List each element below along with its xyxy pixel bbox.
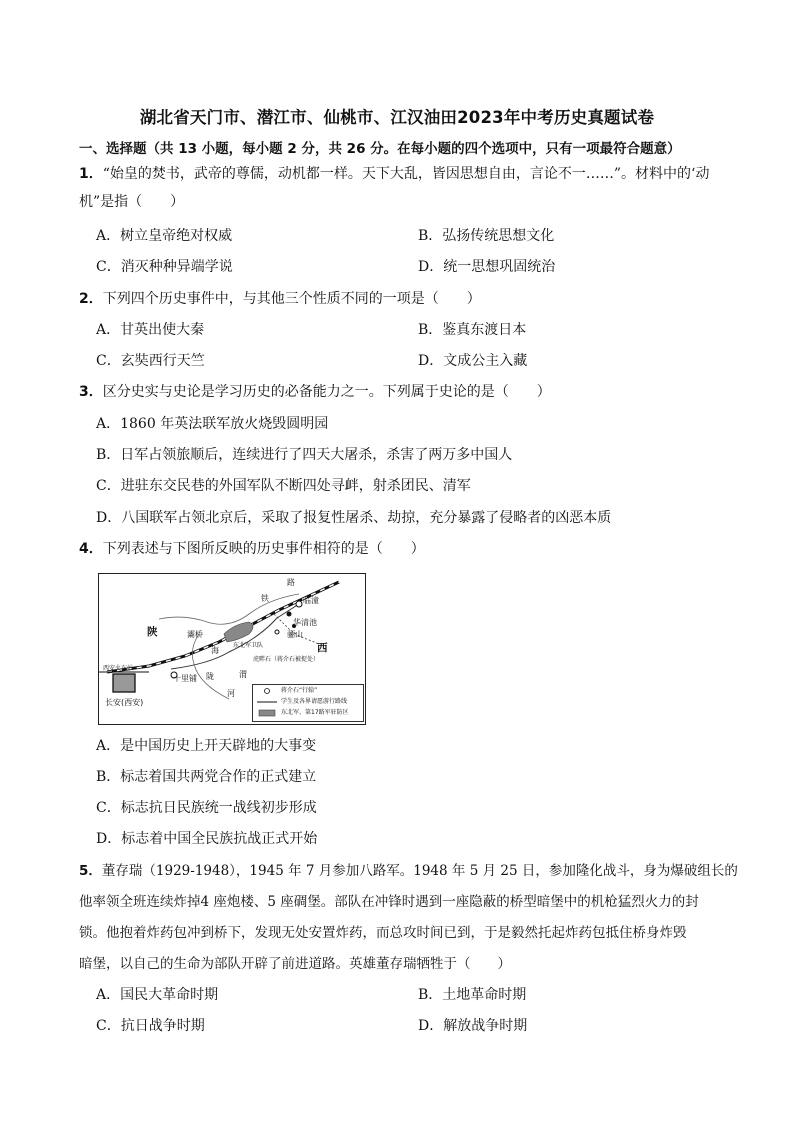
map-label-lishan: 骊山 xyxy=(287,630,303,639)
map-label-wei: 渭 xyxy=(239,670,247,679)
q4-stem-text: 下列表述与下图所反映的历史事件相符的是（ ） xyxy=(102,541,425,557)
map-label-dongbeijun: 东北军卫队 xyxy=(233,642,264,649)
section-heading: 一、选择题（共 13 小题，每小题 2 分，共 26 分。在每小题的四个选项中，只有一项最符合题意） xyxy=(79,141,681,157)
q1-stem-line-1 xyxy=(79,164,710,184)
q2-option-b: B．鉴真东渡日本 xyxy=(418,322,527,338)
q1-option-c: C．消灭种种异端学说 xyxy=(96,259,233,275)
legend-item-2: 学生及各界请愿游行路线 xyxy=(281,698,348,705)
map-label-hai: 海 xyxy=(211,646,219,655)
q3-option-d: D．八国联军占领北京后，采取了报复性屠杀、劫掠，充分暴露了侵略者的凶恶本质 xyxy=(96,510,612,526)
q2-option-a: A．甘英出使大秦 xyxy=(96,322,205,338)
q3-option-b: B．日军占领旅顺后，连续进行了四天大屠杀，杀害了两万多中国人 xyxy=(96,447,513,463)
q4-stem xyxy=(79,539,425,559)
q5-stem-text-1: 董存瑞（1929-1948），1945 年 7 月参加八路军。1948 年 5 月 25 日，参加隆化战斗，身为爆破组长的 xyxy=(101,863,738,879)
q5-option-a: A．国民大革命时期 xyxy=(96,987,219,1003)
map-label-xian-station: 西安火车站 xyxy=(103,665,134,672)
q1-option-d: D．统一思想巩固统治 xyxy=(418,259,556,275)
q3-stem-text: 区分史实与史论是学习历史的必备能力之一。下列属于史论的是（ ） xyxy=(102,384,551,400)
q3-option-a: A．1860 年英法联军放火烧毁圆明园 xyxy=(96,416,329,432)
q2-option-d: D．文成公主入藏 xyxy=(418,353,528,369)
q4-option-b: B．标志着国共两党合作的正式建立 xyxy=(96,769,317,785)
q5-number: 5． xyxy=(79,863,102,879)
xian-incident-map xyxy=(98,573,366,725)
q1-option-b: B．弘扬传统思想文化 xyxy=(418,228,555,244)
map-label-tie: 铁 xyxy=(261,594,269,603)
map-legend xyxy=(252,684,364,722)
q5-stem-line-4: 暗堡，以自己的生命为部队开辟了前进道路。英雄董存瑞牺牲于（ ） xyxy=(79,956,511,972)
q1-stem-line-2: 机”是指（ ） xyxy=(79,194,185,210)
q4-option-d: D．标志着中国全民族抗战正式开始 xyxy=(96,831,318,847)
q2-stem-text: 下列四个历史事件中，与其他三个性质不同的一项是（ ） xyxy=(102,291,481,307)
map-label-lintong: 临潼 xyxy=(303,596,319,605)
map-label-long: 陇 xyxy=(206,672,214,681)
q1-option-a: A．树立皇帝绝对权威 xyxy=(96,228,233,244)
map-label-shilipu: 十里铺 xyxy=(173,674,197,683)
map-label-changan: 长安(西安) xyxy=(105,698,144,707)
map-label-huzhengshi: 虎畔石（蒋介石被捉处） xyxy=(253,656,320,663)
q5-stem-line-2: 他率领全班连续炸掉4 座炮楼、5 座碉堡。部队在冲锋时遇到一座隐蔽的桥型暗堡中的机枪猛烈火力的封 xyxy=(79,894,699,910)
map-label-baqiao: 灞桥 xyxy=(187,630,203,639)
q5-stem-line-1 xyxy=(79,861,738,881)
map-label-lu: 路 xyxy=(287,578,295,587)
map-label-xi: 西 xyxy=(317,642,328,654)
exam-title: 湖北省天门市、潜江市、仙桃市、江汉油田2023年中考历史真题试卷 xyxy=(139,108,655,127)
q4-option-c: C．标志抗日民族统一战线初步形成 xyxy=(96,800,317,816)
q2-option-c: C．玄奘西行天竺 xyxy=(96,353,205,369)
q1-number: 1． xyxy=(79,166,103,182)
q5-stem-line-3: 锁。他抱着炸药包冲到桥下，发现无处安置炸药，而总攻时间已到，于是毅然托起炸药包抵住桥身炸毁 xyxy=(79,925,687,941)
q3-stem xyxy=(79,382,551,402)
q5-option-d: D．解放战争时期 xyxy=(418,1018,528,1034)
q2-stem xyxy=(79,289,481,309)
legend-item-3: 东北军、第17路军驻防区 xyxy=(281,709,349,716)
map-label-huaqingchi: 华清池 xyxy=(293,618,317,627)
legend-item-1: 蒋介石“行辕” xyxy=(281,687,318,694)
map-label-shaan: 陕 xyxy=(147,626,158,638)
q4-number: 4． xyxy=(79,541,103,557)
q1-stem-text-1: “始皇的焚书，武帝的尊儒，动机都一样。天下大乱，皆因思想自由，言论不一……”。材料中的‘动 xyxy=(102,166,710,182)
legend-symbols xyxy=(253,685,363,721)
q3-option-c: C．进驻东交民巷的外国军队不断四处寻衅，射杀团民、清军 xyxy=(96,478,471,494)
q5-option-b: B．土地革命时期 xyxy=(418,987,527,1003)
q4-option-a: A．是中国历史上开天辟地的大事变 xyxy=(96,738,317,754)
q2-number: 2． xyxy=(79,291,103,307)
map-label-he: 河 xyxy=(227,689,235,698)
q5-option-c: C．抗日战争时期 xyxy=(96,1018,205,1034)
q3-number: 3． xyxy=(79,384,103,400)
